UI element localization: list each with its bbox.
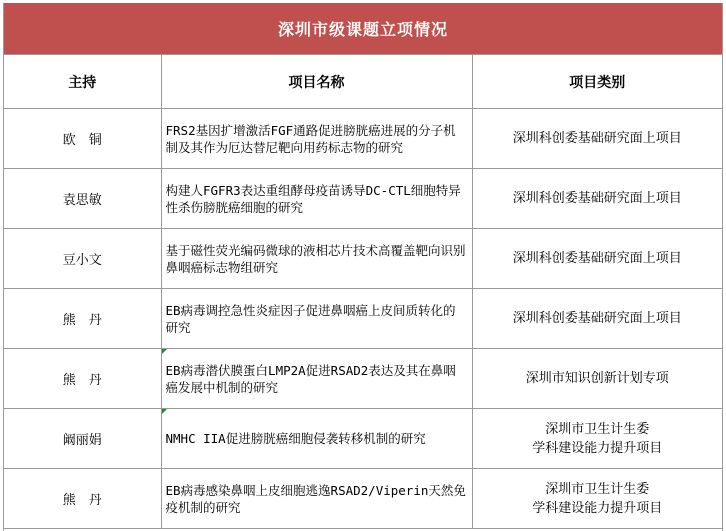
table-row — [4, 169, 722, 229]
table-row — [4, 409, 722, 469]
table-row — [4, 229, 722, 289]
project-name-cell[interactable] — [161, 169, 472, 229]
host-cell[interactable]: 熊 丹 — [4, 289, 161, 349]
host-cell[interactable]: 阚丽娟 — [4, 409, 161, 469]
host-cell[interactable]: 熊 丹 — [4, 349, 161, 409]
project-name-text: FRS2基因扩增激活FGF通路促进膀胱癌进展的分子机制及其作为厄达替尼靶向用药标志物的研究 — [165, 122, 456, 155]
project-type-cell[interactable]: 深圳科创委基础研究面上项目 — [472, 169, 722, 229]
project-name-text: EB病毒调控急性炎症因子促进鼻咽癌上皮间质转化的研究 — [165, 302, 456, 335]
project-type-cell[interactable]: 深圳科创委基础研究面上项目 — [472, 229, 722, 289]
comment-indicator-icon — [162, 409, 167, 414]
project-name-cell[interactable] — [161, 289, 472, 349]
project-name-cell[interactable] — [161, 469, 472, 529]
project-name-text: NMHC IIA促进膀胱癌细胞侵袭转移机制的研究 — [165, 431, 426, 446]
header-project-name[interactable]: 项目名称 — [161, 55, 472, 109]
project-type-cell[interactable]: 深圳市卫生计生委 学科建设能力提升项目 — [472, 469, 722, 529]
project-name-text: 基于磁性荧光编码微球的液相芯片技术高覆盖靶向识别鼻咽癌标志物组研究 — [165, 242, 466, 275]
project-name-text: EB病毒潜伏膜蛋白LMP2A促进RSAD2表达及其在鼻咽癌发展中机制的研究 — [165, 362, 456, 395]
host-cell[interactable]: 欧 铜 — [4, 109, 161, 169]
host-cell[interactable]: 豆小文 — [4, 229, 161, 289]
table-row — [4, 289, 722, 349]
header-row — [4, 55, 722, 109]
table-row — [4, 469, 722, 529]
table-row — [4, 349, 722, 409]
table-title: 深圳市级课题立项情况 — [4, 3, 722, 55]
host-cell[interactable]: 熊 丹 — [4, 469, 161, 529]
comment-indicator-icon — [162, 349, 167, 354]
project-type-cell[interactable]: 深圳市知识创新计划专项 — [472, 349, 722, 409]
project-name-cell[interactable] — [161, 349, 472, 409]
project-type-cell[interactable]: 深圳科创委基础研究面上项目 — [472, 289, 722, 349]
project-type-cell[interactable]: 深圳市卫生计生委 学科建设能力提升项目 — [472, 409, 722, 469]
spreadsheet-table — [3, 3, 723, 531]
project-table — [4, 55, 722, 529]
header-project-type[interactable]: 项目类别 — [472, 55, 722, 109]
host-cell[interactable]: 袁思敏 — [4, 169, 161, 229]
project-name-text: 构建人FGFR3表达重组酵母疫苗诱导DC-CTL细胞特异性杀伤膀胱癌细胞的研究 — [165, 182, 461, 215]
project-name-text: EB病毒感染鼻咽上皮细胞逃逸RSAD2/Viperin天然免疫机制的研究 — [165, 482, 466, 515]
header-host[interactable]: 主持 — [4, 55, 161, 109]
project-name-cell[interactable] — [161, 109, 472, 169]
project-name-cell[interactable] — [161, 409, 472, 469]
project-name-cell[interactable] — [161, 229, 472, 289]
project-type-cell[interactable]: 深圳科创委基础研究面上项目 — [472, 109, 722, 169]
table-row — [4, 109, 722, 169]
